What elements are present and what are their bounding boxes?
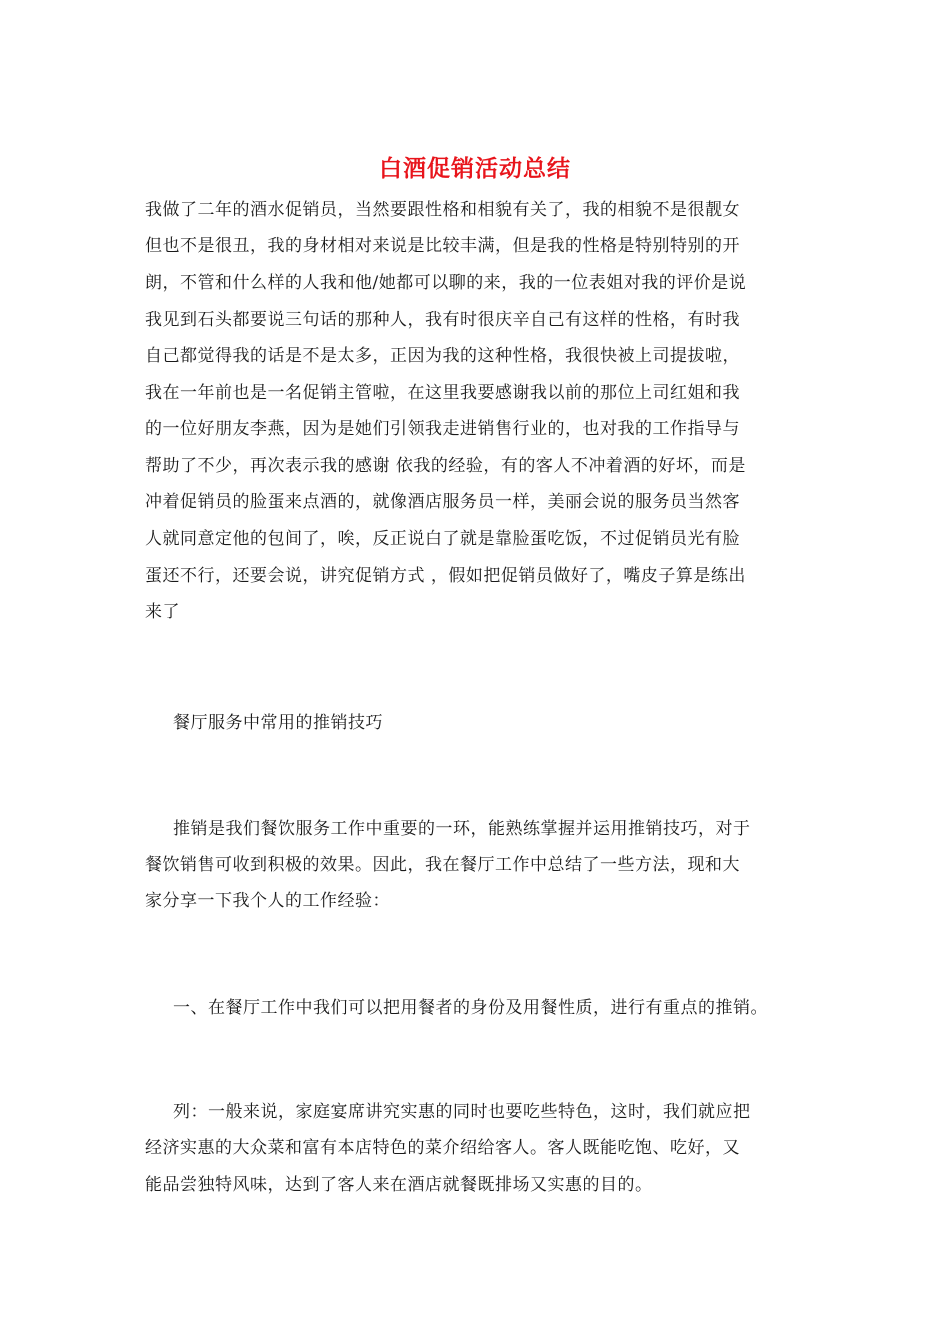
point-one: 一、在餐厅工作中我们可以把用餐者的身份及用餐性质，进行有重点的推销。 (173, 998, 768, 1018)
intro-line: 我见到石头都要说三句话的那种人，我有时很庆辛自己有这样的性格，有时我 (145, 310, 740, 330)
intro-line: 的一位好朋友李燕，因为是她们引领我走进销售行业的，也对我的工作指导与 (145, 419, 740, 439)
document-title: 白酒促销活动总结 (379, 155, 571, 182)
paragraph-line: 家分享一下我个人的工作经验： (145, 891, 390, 911)
intro-line: 来了 (145, 602, 180, 622)
example-line: 能品尝独特风味，达到了客人来在酒店就餐既排场又实惠的目的。 (145, 1175, 653, 1195)
intro-line: 我做了二年的酒水促销员，当然要跟性格和相貌有关了，我的相貌不是很靓女 (145, 200, 740, 220)
intro-line: 自己都觉得我的话是不是太多，正因为我的这种性格，我很快被上司提拔啦， (145, 346, 740, 366)
intro-line: 但也不是很丑，我的身材相对来说是比较丰满，但是我的性格是特别特别的开 (145, 236, 740, 256)
paragraph-line: 餐饮销售可收到积极的效果。因此，我在餐厅工作中总结了一些方法，现和大 (145, 855, 740, 875)
intro-line: 帮助了不少，再次表示我的感谢 依我的经验，有的客人不冲着酒的好坏，而是 (145, 456, 746, 476)
intro-line: 朗，不管和什么样的人我和他/她都可以聊的来，我的一位表姐对我的评价是说 (145, 273, 747, 293)
intro-line: 我在一年前也是一名促销主管啦，在这里我要感谢我以前的那位上司红姐和我 (145, 383, 740, 403)
intro-line: 冲着促销员的脸蛋来点酒的，就像酒店服务员一样，美丽会说的服务员当然客 (145, 492, 740, 512)
example-line: 列：一般来说，家庭宴席讲究实惠的同时也要吃些特色，这时，我们就应把 (173, 1102, 751, 1122)
intro-line: 蛋还不行，还要会说，讲究促销方式 ，假如把促销员做好了，嘴皮子算是练出 (145, 566, 746, 586)
example-line: 经济实惠的大众菜和富有本店特色的菜介绍给客人。客人既能吃饱、吃好，又 (145, 1138, 740, 1158)
intro-line: 人就同意定他的包间了，唉，反正说白了就是靠脸蛋吃饭，不过促销员光有脸 (145, 529, 740, 549)
section-heading: 餐厅服务中常用的推销技巧 (173, 713, 383, 733)
paragraph-line: 推销是我们餐饮服务工作中重要的一环，能熟练掌握并运用推销技巧，对于 (173, 819, 751, 839)
